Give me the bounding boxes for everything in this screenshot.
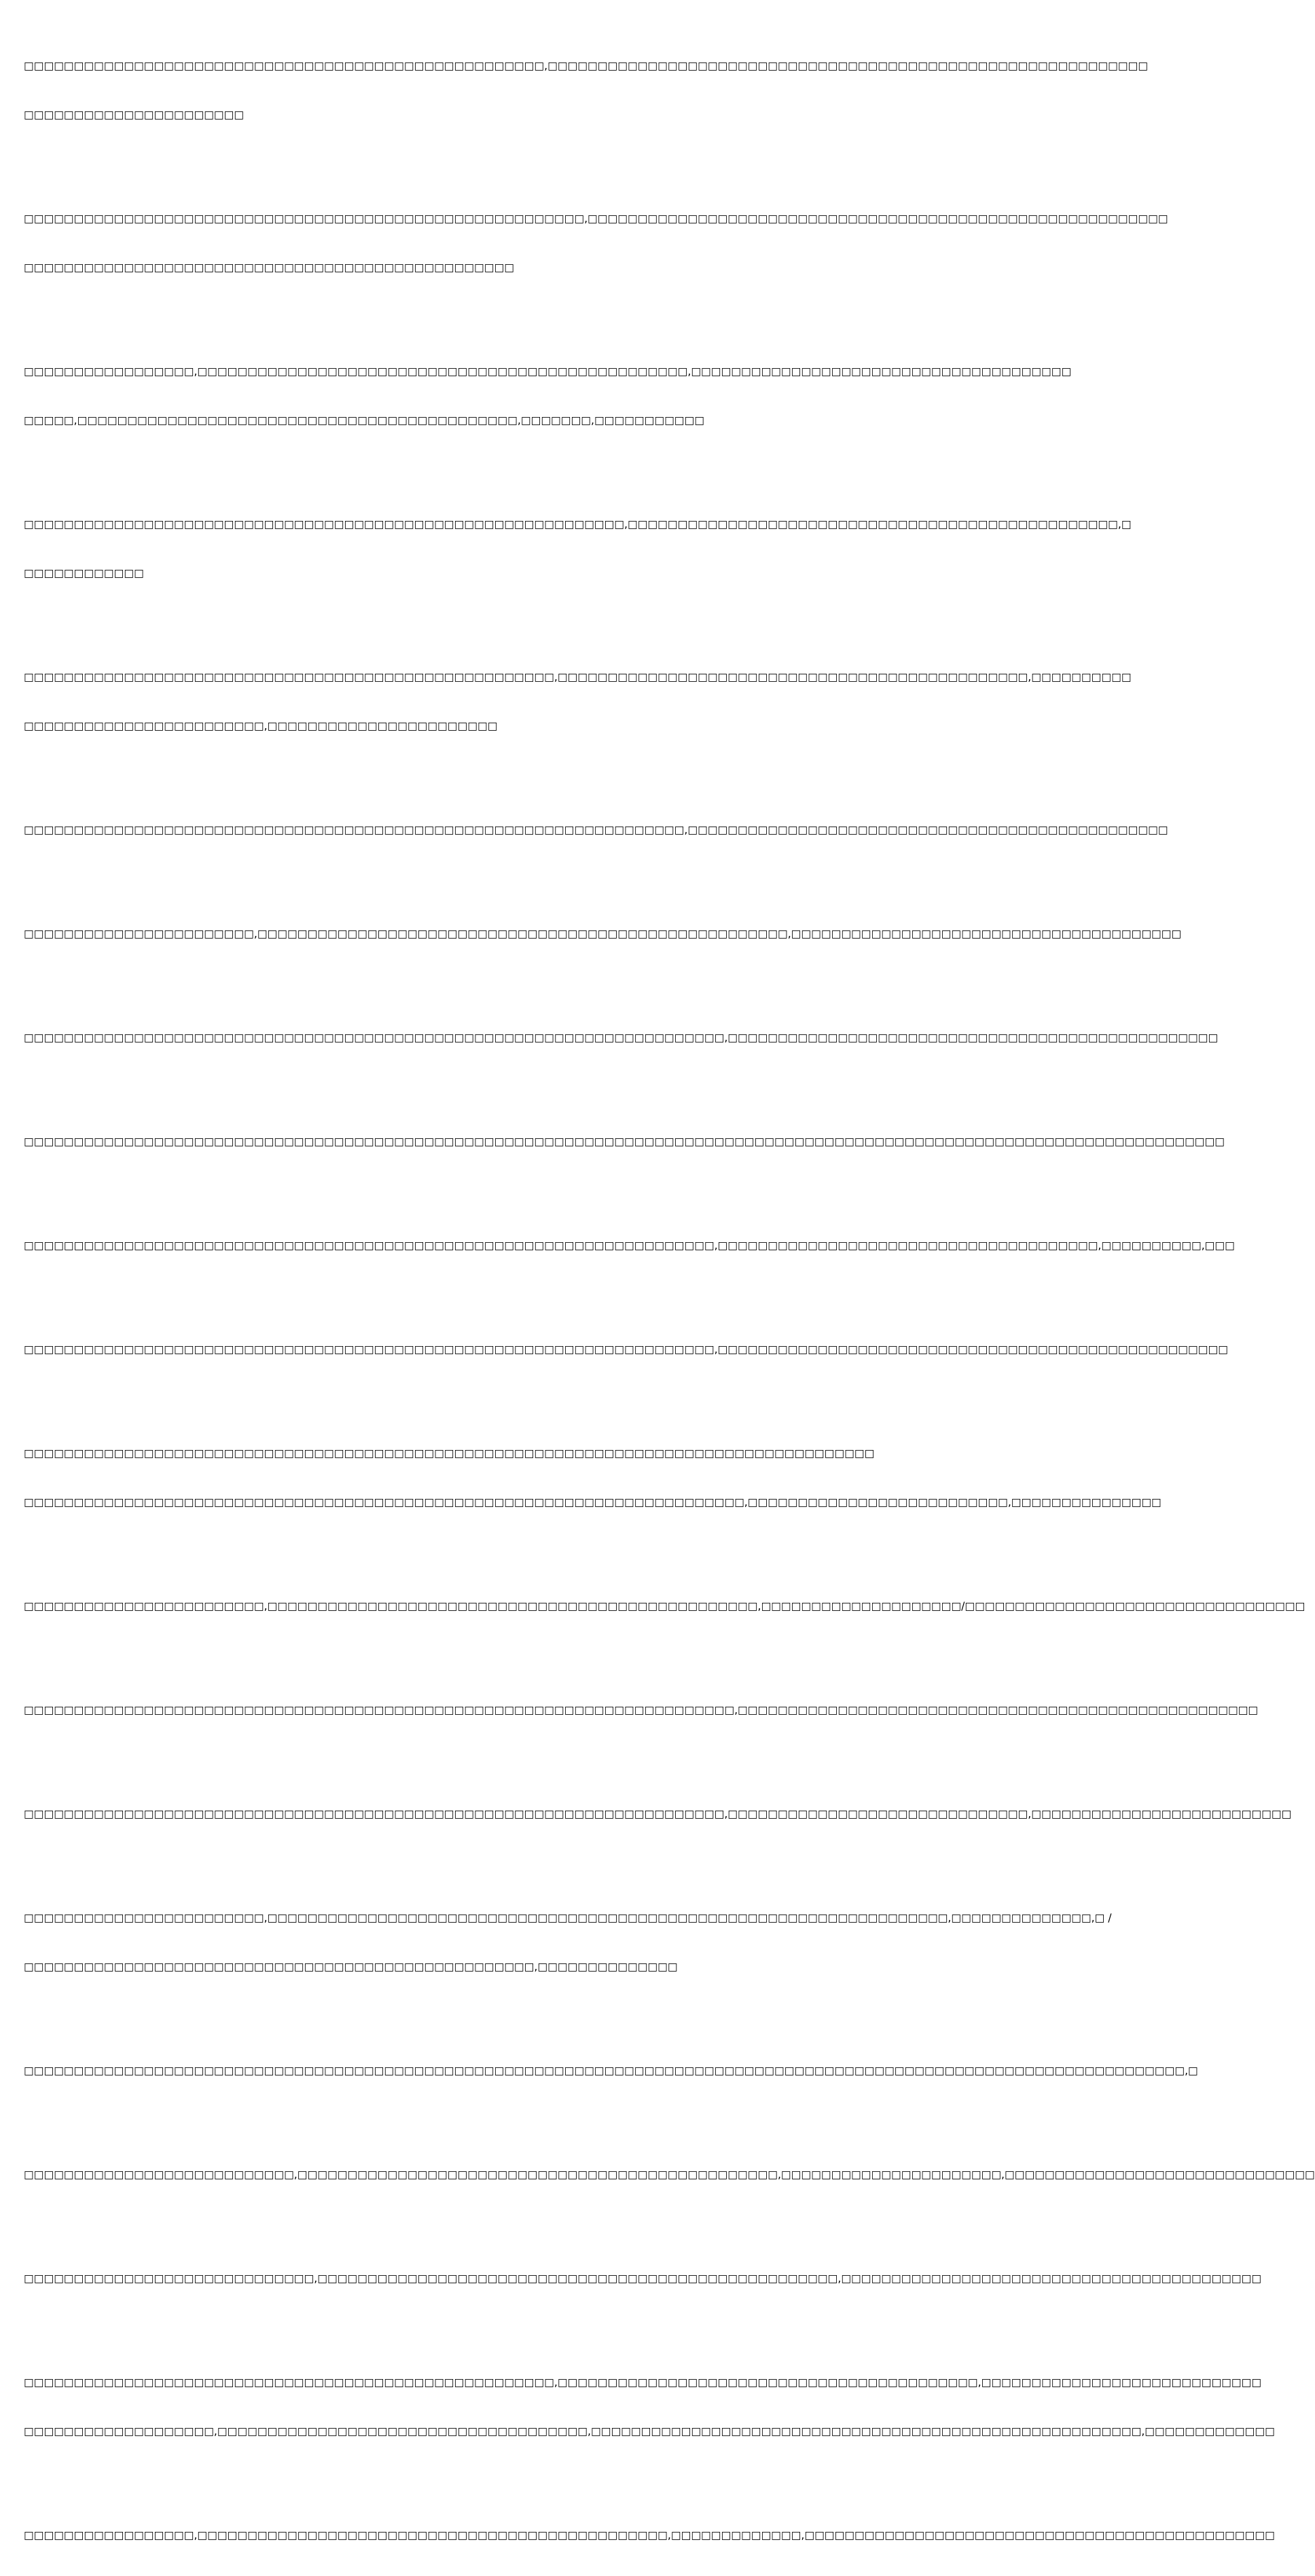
paragraph-14: [24, 1669, 1259, 1751]
paragraph-15: [24, 1773, 1292, 1855]
paragraph-12-line-2: □□□□□□□□□□□□□□□□□□□□□□□□□□□□□□□□□□□□□□□□□□□□□□□□□□□□□□□□□□□□□□□□□□□□□□□□,□□□□□□□□□□□□□□□□□□□□□□□□□□,□□□□□□□□□□□□□□□: [24, 1496, 1161, 1508]
paragraph-18-line-1: □□□□□□□□□□□□□□□□□□□□□□□□□□□,□□□□□□□□□□□□□□□□□□□□□□□□□□□□□□□□□□□□□□□□□□□□□□□□,□□□□□□□□□□□□□□□□□□□□□□,□□□□□□□□□□□□□□□□□□□□□□□□□□□□□□□: [24, 2169, 1315, 2181]
paragraph-16-line-2: □□□□□□□□□□□□□□□□□□□□□□□□□□□□□□□□□□□□□□□□□□□□□□□□□□□,□□□□□□□□□□□□□□: [24, 1961, 678, 1973]
paragraph-7-line-1: □□□□□□□□□□□□□□□□□□□□□□□,□□□□□□□□□□□□□□□□□□□□□□□□□□□□□□□□□□□□□□□□□□□□□□□□□□□□□,□□□□□□□□□□□□□□□□□□□□□□□□□□□□□□□□□□□□□□□: [24, 928, 1182, 940]
paragraph-4-line-2: □□□□□□□□□□□□: [24, 567, 144, 579]
paragraph-21: [24, 2495, 1275, 2576]
paragraph-5-line-1: □□□□□□□□□□□□□□□□□□□□□□□□□□□□□□□□□□□□□□□□□□□□□□□□□□□□□,□□□□□□□□□□□□□□□□□□□□□□□□□□□□□□□□□□□□□□□□□□□□□□□,□□□□□□□□□□: [24, 671, 1132, 683]
paragraph-12: [24, 1413, 1161, 1543]
paragraph-16: [24, 1877, 1112, 2008]
paragraph-1: [24, 25, 1149, 156]
paragraph-19: [24, 2238, 1262, 2319]
paragraph-8: [24, 997, 1219, 1078]
paragraph-2-line-1: □□□□□□□□□□□□□□□□□□□□□□□□□□□□□□□□□□□□□□□□□□□□□□□□□□□□□□□□,□□□□□□□□□□□□□□□□□□□□□□□□□□□□□□□□□□□□□□□□□□□□□□□□□□□□□□□□□□: [24, 213, 1168, 225]
paragraph-19-line-1: □□□□□□□□□□□□□□□□□□□□□□□□□□□□□,□□□□□□□□□□□□□□□□□□□□□□□□□□□□□□□□□□□□□□□□□□□□□□□□□□□□,□□□□□□□□□□□□□□□□□□□□□□□□□□□□□□□□□□□□□□□□□□: [24, 2272, 1262, 2285]
paragraph-20-line-2: □□□□□□□□□□□□□□□□□□□,□□□□□□□□□□□□□□□□□□□□□□□□□□□□□□□□□□□□□,□□□□□□□□□□□□□□□□□□□□□□□□□□□□□□□□□□□□□□□□□□□□□□□□□□□□□□□,□□□□□□□□□□□□□: [24, 2425, 1275, 2437]
paragraph-3-line-2: □□□□□,□□□□□□□□□□□□□□□□□□□□□□□□□□□□□□□□□□□□□□□□□□□□,□□□□□□□,□□□□□□□□□□□: [24, 414, 705, 427]
paragraph-3: [24, 331, 1072, 461]
paragraph-20-line-1: □□□□□□□□□□□□□□□□□□□□□□□□□□□□□□□□□□□□□□□□□□□□□□□□□□□□□,□□□□□□□□□□□□□□□□□□□□□□□□□□□□□□□□□□□□□□□□□□,□□□□□□□□□□□□□□□□□□□□□□□□□□□□: [24, 2376, 1262, 2389]
paragraph-9-line-1: □□□□□□□□□□□□□□□□□□□□□□□□□□□□□□□□□□□□□□□□□□□□□□□□□□□□□□□□□□□□□□□□□□□□□□□□□□□□□□□□□□□□□□□□□□□□□□□□□□□□□□□□□□□□□□□□□□□□□□□□: [24, 1136, 1225, 1148]
paragraph-4: [24, 484, 1132, 614]
paragraph-2-line-2: □□□□□□□□□□□□□□□□□□□□□□□□□□□□□□□□□□□□□□□□□□□□□□□□□: [24, 261, 514, 274]
paragraph-2: [24, 178, 1168, 308]
paragraph-15-line-1: □□□□□□□□□□□□□□□□□□□□□□□□□□□□□□□□□□□□□□□□□□□□□□□□□□□□□□□□□□□□□□□□□□□□□□,□□□□□□□□□□□□□□□□□□□□□□□□□□□□□□,□□□□□□□□□□□□□□□□□□□□□□□□□□: [24, 1808, 1292, 1820]
paragraph-21-line-1: □□□□□□□□□□□□□□□□□,□□□□□□□□□□□□□□□□□□□□□□□□□□□□□□□□□□□□□□□□□□□□□□□,□□□□□□□□□□□□□,□□□□□□□□□□□□□□□□□□□□□□□□□□□□□□□□□□□□□□□□□□□□□□□: [24, 2529, 1275, 2541]
paragraph-13: [24, 1565, 1305, 1647]
paragraph-12-line-1: □□□□□□□□□□□□□□□□□□□□□□□□□□□□□□□□□□□□□□□□□□□□□□□□□□□□□□□□□□□□□□□□□□□□□□□□□□□□□□□□□□□□□: [24, 1447, 875, 1459]
document-page: [24, 25, 1315, 2576]
paragraph-5: [24, 636, 1132, 767]
paragraph-6-line-1: □□□□□□□□□□□□□□□□□□□□□□□□□□□□□□□□□□□□□□□□□□□□□□□□□□□□□□□□□□□□□□□□□□,□□□□□□□□□□□□□□□□□□□□□□□□□□□□□□□□□□□□□□□□□□□□□□□□: [24, 824, 1168, 836]
paragraph-7: [24, 893, 1182, 975]
paragraph-18: [24, 2134, 1315, 2215]
paragraph-1-line-2: □□□□□□□□□□□□□□□□□□□□□□: [24, 109, 245, 121]
paragraph-11-line-1: □□□□□□□□□□□□□□□□□□□□□□□□□□□□□□□□□□□□□□□□□□□□□□□□□□□□□□□□□□□□□□□□□□□□□,□□□□□□□□□□□□□□□□□□□□□□□□□□□□□□□□□□□□□□□□□□□□□□□□□□□: [24, 1343, 1228, 1356]
paragraph-17-line-1: □□□□□□□□□□□□□□□□□□□□□□□□□□□□□□□□□□□□□□□□□□□□□□□□□□□□□□□□□□□□□□□□□□□□□□□□□□□□□□□□□□□□□□□□□□□□□□□□□□□□□□□□□□□□□□□□□□□□,□: [24, 2065, 1198, 2077]
paragraph-3-line-1: □□□□□□□□□□□□□□□□□,□□□□□□□□□□□□□□□□□□□□□□□□□□□□□□□□□□□□□□□□□□□□□□□□□,□□□□□□□□□□□□□□□□□□□□□□□□□□□□□□□□□□□□□□: [24, 365, 1072, 378]
paragraph-20: [24, 2342, 1275, 2472]
paragraph-17: [24, 2030, 1198, 2111]
paragraph-11: [24, 1309, 1228, 1390]
paragraph-5-line-2: □□□□□□□□□□□□□□□□□□□□□□□□,□□□□□□□□□□□□□□□□□□□□□□□: [24, 720, 498, 732]
paragraph-1-line-1: □□□□□□□□□□□□□□□□□□□□□□□□□□□□□□□□□□□□□□□□□□□□□□□□□□□□,□□□□□□□□□□□□□□□□□□□□□□□□□□□□□□□□□□□□□□□□□□□□□□□□□□□□□□□□□□□□: [24, 60, 1149, 72]
paragraph-4-line-1: □□□□□□□□□□□□□□□□□□□□□□□□□□□□□□□□□□□□□□□□□□□□□□□□□□□□□□□□□□□□,□□□□□□□□□□□□□□□□□□□□□□□□□□□□□□□□□□□□□□□□□□□□□□□□□,□: [24, 518, 1132, 530]
paragraph-6: [24, 789, 1168, 871]
paragraph-10-line-1: □□□□□□□□□□□□□□□□□□□□□□□□□□□□□□□□□□□□□□□□□□□□□□□□□□□□□□□□□□□□□□□□□□□□□,□□□□□□□□□□□□□□□□□□□□□□□□□□□□□□□□□□□□□□,□□□□□□□□□□,□□□: [24, 1239, 1235, 1252]
paragraph-14-line-1: □□□□□□□□□□□□□□□□□□□□□□□□□□□□□□□□□□□□□□□□□□□□□□□□□□□□□□□□□□□□□□□□□□□□□□□,□□□□□□□□□□□□□□□□□□□□□□□□□□□□□□□□□□□□□□□□□□□□□□□□□□□□: [24, 1704, 1259, 1716]
paragraph-8-line-1: □□□□□□□□□□□□□□□□□□□□□□□□□□□□□□□□□□□□□□□□□□□□□□□□□□□□□□□□□□□□□□□□□□□□□□,□□□□□□□□□□□□□□□□□□□□□□□□□□□□□□□□□□□□□□□□□□□□□□□□□: [24, 1032, 1219, 1044]
paragraph-10: [24, 1205, 1235, 1286]
paragraph-16-line-1: □□□□□□□□□□□□□□□□□□□□□□□□,□□□□□□□□□□□□□□□□□□□□□□□□□□□□□□□□□□□□□□□□□□□□□□□□□□□□□□□□□□□□□□□□□□□□,□□□□□□□□□□□□□□,□ /: [24, 1912, 1112, 1924]
paragraph-9: [24, 1101, 1225, 1182]
paragraph-13-line-1: □□□□□□□□□□□□□□□□□□□□□□□□,□□□□□□□□□□□□□□□□□□□□□□□□□□□□□□□□□□□□□□□□□□□□□□□□□,□□□□□□□□□□□□□□□□□□□□/□□□□□□□□□□□□□□□□□□□□□□□□□□□□□□□□□□: [24, 1600, 1305, 1612]
